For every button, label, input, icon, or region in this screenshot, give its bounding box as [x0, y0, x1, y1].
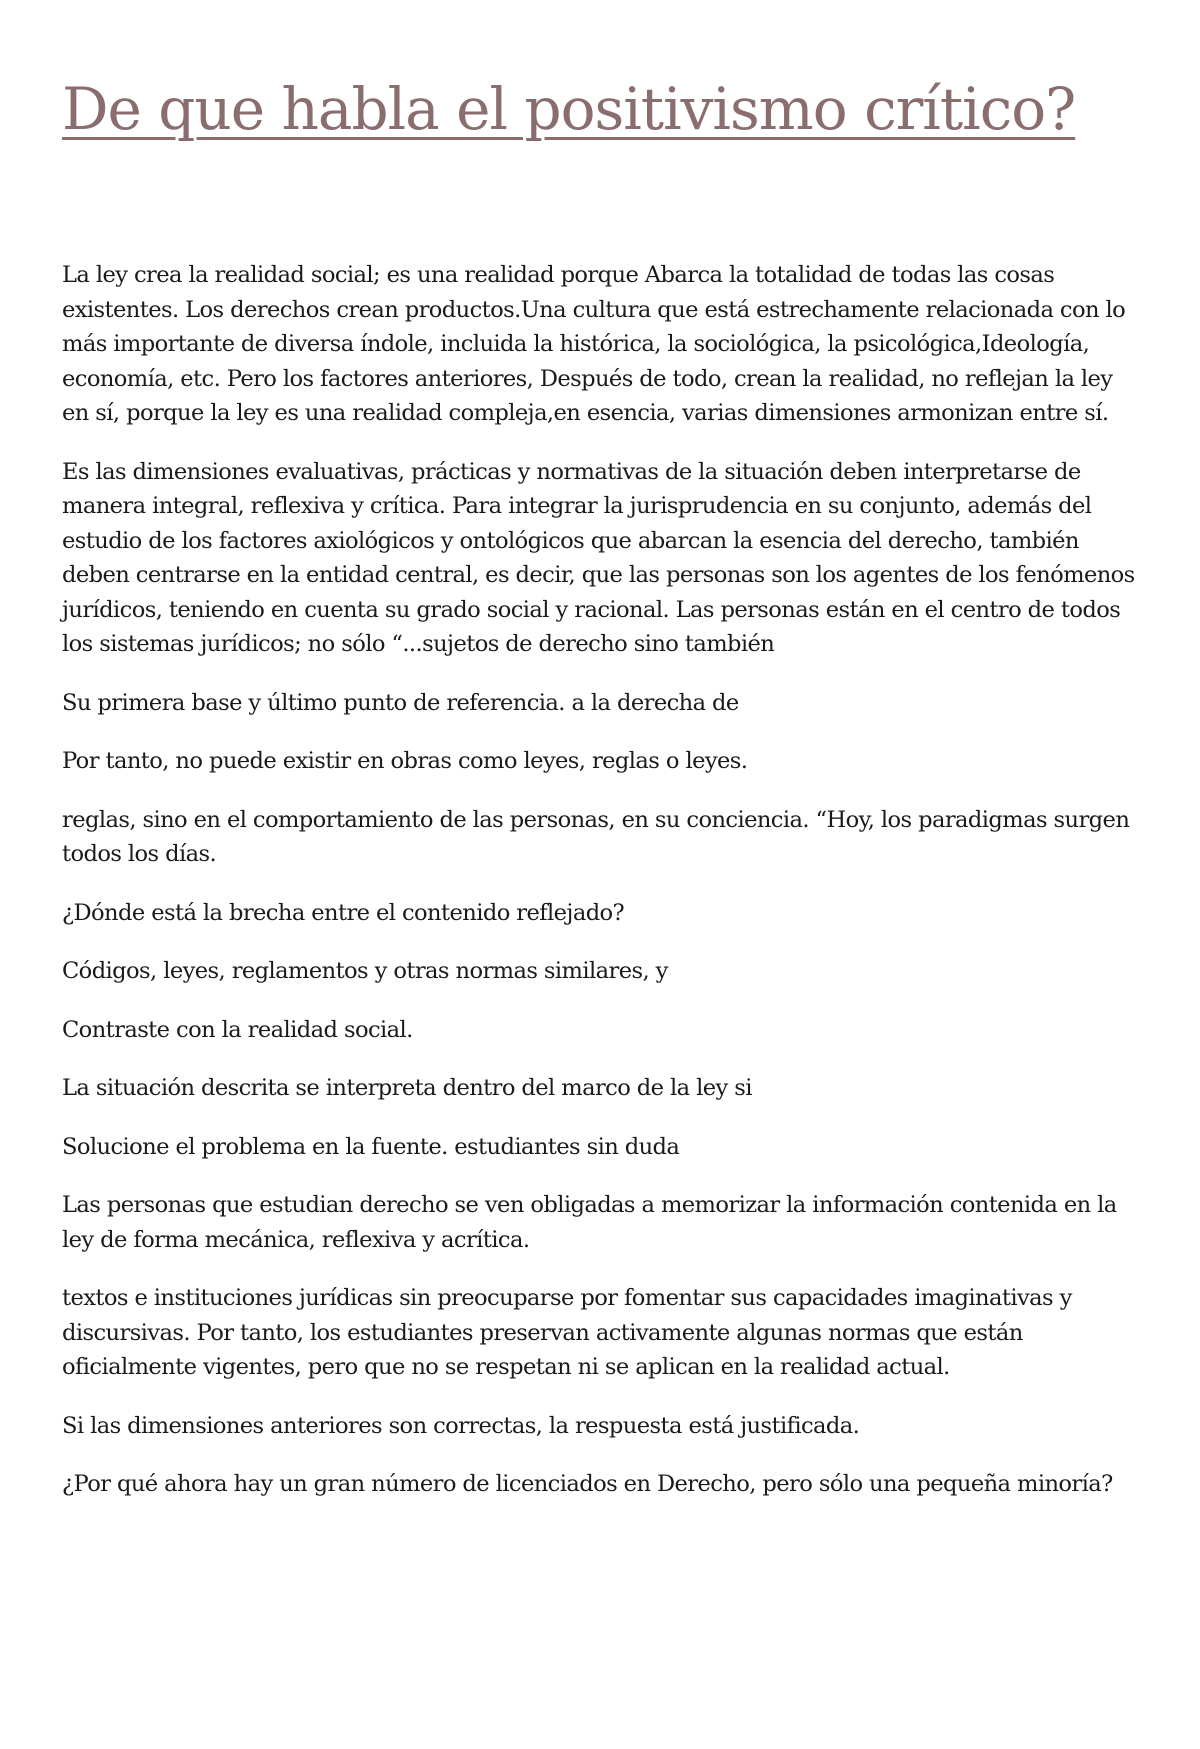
paragraph: La ley crea la realidad social; es una realidad porque Abarca la totalidad de todas las cosas existentes. Los derechos crean productos.Una cultura que está estrechamente relacionada con lo más importante de diversa índole, incluida la histórica, la sociológica, la psicológica,Ideología, economía, etc. Pero los factores anteriores, Después de todo, crean la realidad, no reflejan la ley en sí, porque la ley es una realidad compleja,en esencia, varias dimensiones armonizan entre sí.	[62, 262, 1126, 426]
paragraph: ¿Dónde está la brecha entre el contenido reflejado?	[62, 899, 625, 926]
document-title	[62, 66, 1122, 153]
paragraph: ¿Por qué ahora hay un gran número de licenciados en Derecho, pero sólo una pequeña minoría?	[62, 1471, 1113, 1497]
paragraph: Es las dimensiones evaluativas, prácticas y normativas de la situación deben interpretarse de manera integral, reflexiva y crítica. Para integrar la jurisprudencia en su conjunto, además del estudio de los factores axiológicos y ontológicos que abarcan la esencia del derecho, también deben centrarse en la entidad central, es decir, que las personas son los agentes de los fenómenos jurídicos, teniendo en cuenta su grado social y racional. Las personas están en el centro de todos los sistemas jurídicos; no sólo “...sujetos de derecho sino también	[62, 458, 1135, 657]
paragraph: Su primera base y último punto de referencia. a la derecha de	[62, 689, 739, 716]
paragraph: La situación descrita se interpreta dentro del marco de la ley si	[62, 1075, 752, 1101]
paragraph: Solucione el problema en la fuente. estudiantes sin duda	[62, 1133, 680, 1160]
document-title-text: De que habla el positivismo crítico?	[62, 75, 1076, 143]
paragraph: Por tanto, no puede existir en obras como leyes, reglas o leyes.	[62, 748, 748, 774]
paragraph: Códigos, leyes, reglamentos y otras normas similares, y	[62, 958, 668, 984]
document-body	[62, 258, 1142, 1526]
paragraph: Contraste con la realidad social.	[62, 1016, 413, 1043]
paragraph: reglas, sino en el comportamiento de las personas, en su conciencia. “Hoy, los paradigmas surgen todos los días.	[62, 806, 1130, 867]
paragraph: Si las dimensiones anteriores son correctas, la respuesta está justificada.	[62, 1412, 860, 1439]
paragraph: textos e instituciones jurídicas sin preocuparse por fomentar sus capacidades imaginativas y discursivas. Por tanto, los estudiantes preservan activamente algunas normas que están oficialmente vigentes, pero que no se respetan ni se aplican en la realidad actual.	[62, 1285, 1072, 1380]
paragraph: Las personas que estudian derecho se ven obligadas a memorizar la información contenida en la ley de forma mecánica, reflexiva y acrítica.	[62, 1192, 1117, 1253]
